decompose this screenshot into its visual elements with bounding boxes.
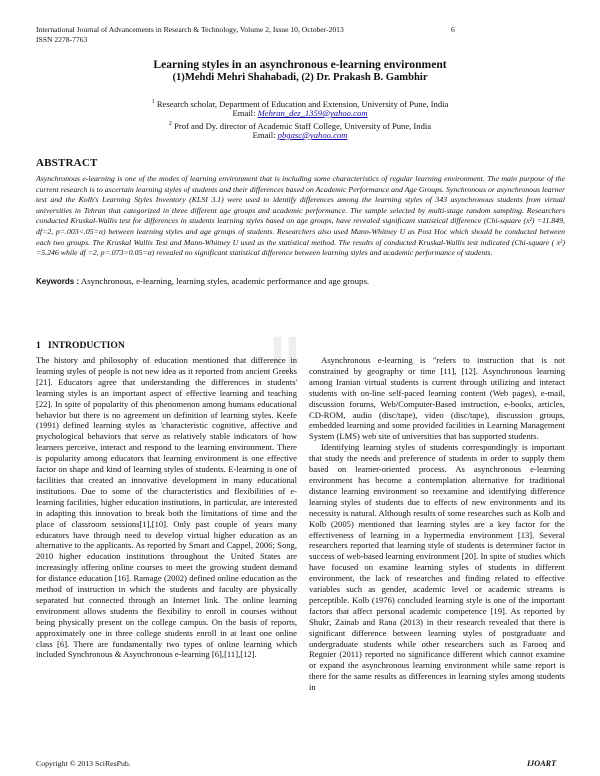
- keywords-label: Keywords :: [36, 277, 80, 286]
- section-number: 1: [36, 340, 41, 351]
- email-label: Email:: [232, 108, 256, 118]
- affiliation-text: Prof and Dy. director of Academic Staff College, University of Pune, India: [174, 120, 432, 131]
- paragraph: Identifying learning styles of students correspondingly is important that study the needs and preference of students in order to supply them based on learner-oriented process. As asynchronous e-learning environment has become a contemplation alternative for traditional distance learning environment so reexamine and identifying difference learning styles of students due to effects of new environments and its necessity is natural. Although results of some researches such as Kolb and Kolb (2005) mentioned that learning styles are a key factor for the effectiveness of learning in a hypermedia environment [13]. Several researchers reported that learning style of students is determiner factor in success of web-based learning environment [20]. In spite of studies which have focused on examine learning styles of students in different environment, the lack of researches and finding related to effective variables such as gender, academic level or academic streams is perceptible. Kolb (1976) concluded learning style is one of the important factors that affect personal academic competence [19]. As reported by Shukr, Zainab and Rana (2013) in their research revealed that there is significant difference between learning styles of postgraduate and undergraduate students while other researchers such as Farooq and Regnier (2011) reported no significance different which cannot examine or expand the asynchronous learning environment while same report is there for the same results as differences in learning styles among students in: [309, 442, 565, 693]
- section-title: INTRODUCTION: [48, 340, 125, 351]
- affiliation-text: Research scholar, Department of Education and Extension, University of Pune, India: [156, 98, 449, 109]
- keywords: [36, 276, 565, 286]
- issn: ISSN 2278-7763: [36, 35, 88, 44]
- abstract-heading: ABSTRACT: [36, 157, 98, 169]
- right-column: [309, 355, 565, 693]
- watermark: IJ: [270, 330, 300, 376]
- keywords-text: Asynchronous, e-learning, learning styles, academic performance and age groups.: [80, 276, 370, 286]
- left-column: [36, 355, 297, 660]
- affiliation-mark: 2: [168, 121, 172, 127]
- affiliation-2-email: [0, 130, 600, 141]
- journal-abbrev: IJOART: [527, 759, 557, 768]
- copyright: Copyright © 2013 SciResPub.: [36, 759, 131, 768]
- email-link[interactable]: pbgasc@yahoo.com: [277, 130, 348, 140]
- paragraph: Asynchronous e-learning is "refers to instruction that is not constrained by geography or time [11], [12]. Asynchronous learning among Iranian virtual students is current through utilizing and interact students with on-line self-paced learning content (Web pages), e-mail, discussion forums, Web/Computer-Based instruction, e-books, articles, CD-ROM, audio (disc/tape), video (disc/tape), discussion groups, embedded learning and some provided facilities in Learning Management System (LMS) web site of universities that has supported students.: [309, 355, 565, 442]
- email-link[interactable]: Mehran_dez_1359@yahoo.com: [257, 108, 368, 118]
- affiliation-mark: 1: [151, 99, 155, 105]
- journal-header: [36, 25, 476, 45]
- email-label: Email:: [252, 130, 276, 140]
- abstract-text: Asynchronous e-learning is one of the modes of learning environment that is including some characteristics of regular learning environment. The main purpose of the current research is to ascertain learning styles of students and their differences based on Academic Performance and Age Groups. Synchronous or asynchronous learner test and the Kolb's Learning Styles Inventory (KLSI 3.1) were used to identify differences among the learning styles of 343 asynchronous students from virtual universities in Tehran that categorized in three different age groups and academic performance. The sample selected by multi-stage random sampling. Researchers conducted Kruskal-Wallis test for differences in students learning styles based on age groups, have revealed significant statistical difference (Chi-square (x²) =11.849, df=2, p=.003<.05=α) between learning styles and age groups of students. Researchers also used Mann-Whitney U as Post Hoc which should be conducted between each two groups. The Kruskal Wallis Test and Mann-Whitney U used as the statistical method. The results of conducted Kruskal-Wallis test indicated (Chi-square ( x²) =5.246 while df =2, p=.073>0.05=α) revealed no significant statistical difference between learning styles and academic performance of students.: [36, 174, 565, 258]
- page-number: 6: [451, 25, 455, 34]
- paragraph: The history and philosophy of education mentioned that difference in learning styles of people is not new idea as it reported from ancient Greeks [21]. Educators agree that understanding the differences in students' learning styles is an important aspect of effective learning and teaching [22]. In spite of popularity of this phenomenon among humans educational behavior but there is no agreement on definition of learning styles. Keefe (1991) defined learning styles as 'characteristic cognitive, affective and psychological behaviors that serve as relatively stable indicators of how learners perceive, interact and respond to the learning environment. There is popularity among educators that learning environment is one effective factor on shape and kind of learning styles of students. E-learning is one of facilities that created an innovative development in many educational institutions. Due to some of the characteristics and flexibilities of e-learning facilities, higher education institutions, in particular, are interested in adapting this innovation to break both the limitations of time and the place of classroom sessions[1],[10]. Only past couple of years many educators have through need to develop virtual higher education as an alternative to the applicants. As reported by Smart and Cappel, 2006; Song, 2010 higher education institutions throughout the United States are increasingly offering online courses to meet the growing student demand for distance education [16]. Ramage (2002) defined online education as the method of instruction in which the students and faculty are physically separated but connected through an Internet link. The online learning environment allows students the flexibility to enroll in courses without being physically present on the college campus. On the basis of reports, approximately one in three college students enroll in at least one online class [6]. There are fundamentally two types of online learning which included Synchronous & Asynchronous e-learning [6],[11],[12].: [36, 355, 297, 660]
- paper-title: Learning styles in an asynchronous e-learning environment: [153, 58, 447, 71]
- paper-authors: (1)Mehdi Mehri Shahabadi, (2) Dr. Prakash B. Gambhir: [172, 72, 428, 83]
- journal-info: International Journal of Advancements in Research & Technology, Volume 2, Issue 10, October-2013: [36, 25, 344, 34]
- section-heading: [36, 340, 125, 351]
- affiliation-1-email: [0, 108, 600, 119]
